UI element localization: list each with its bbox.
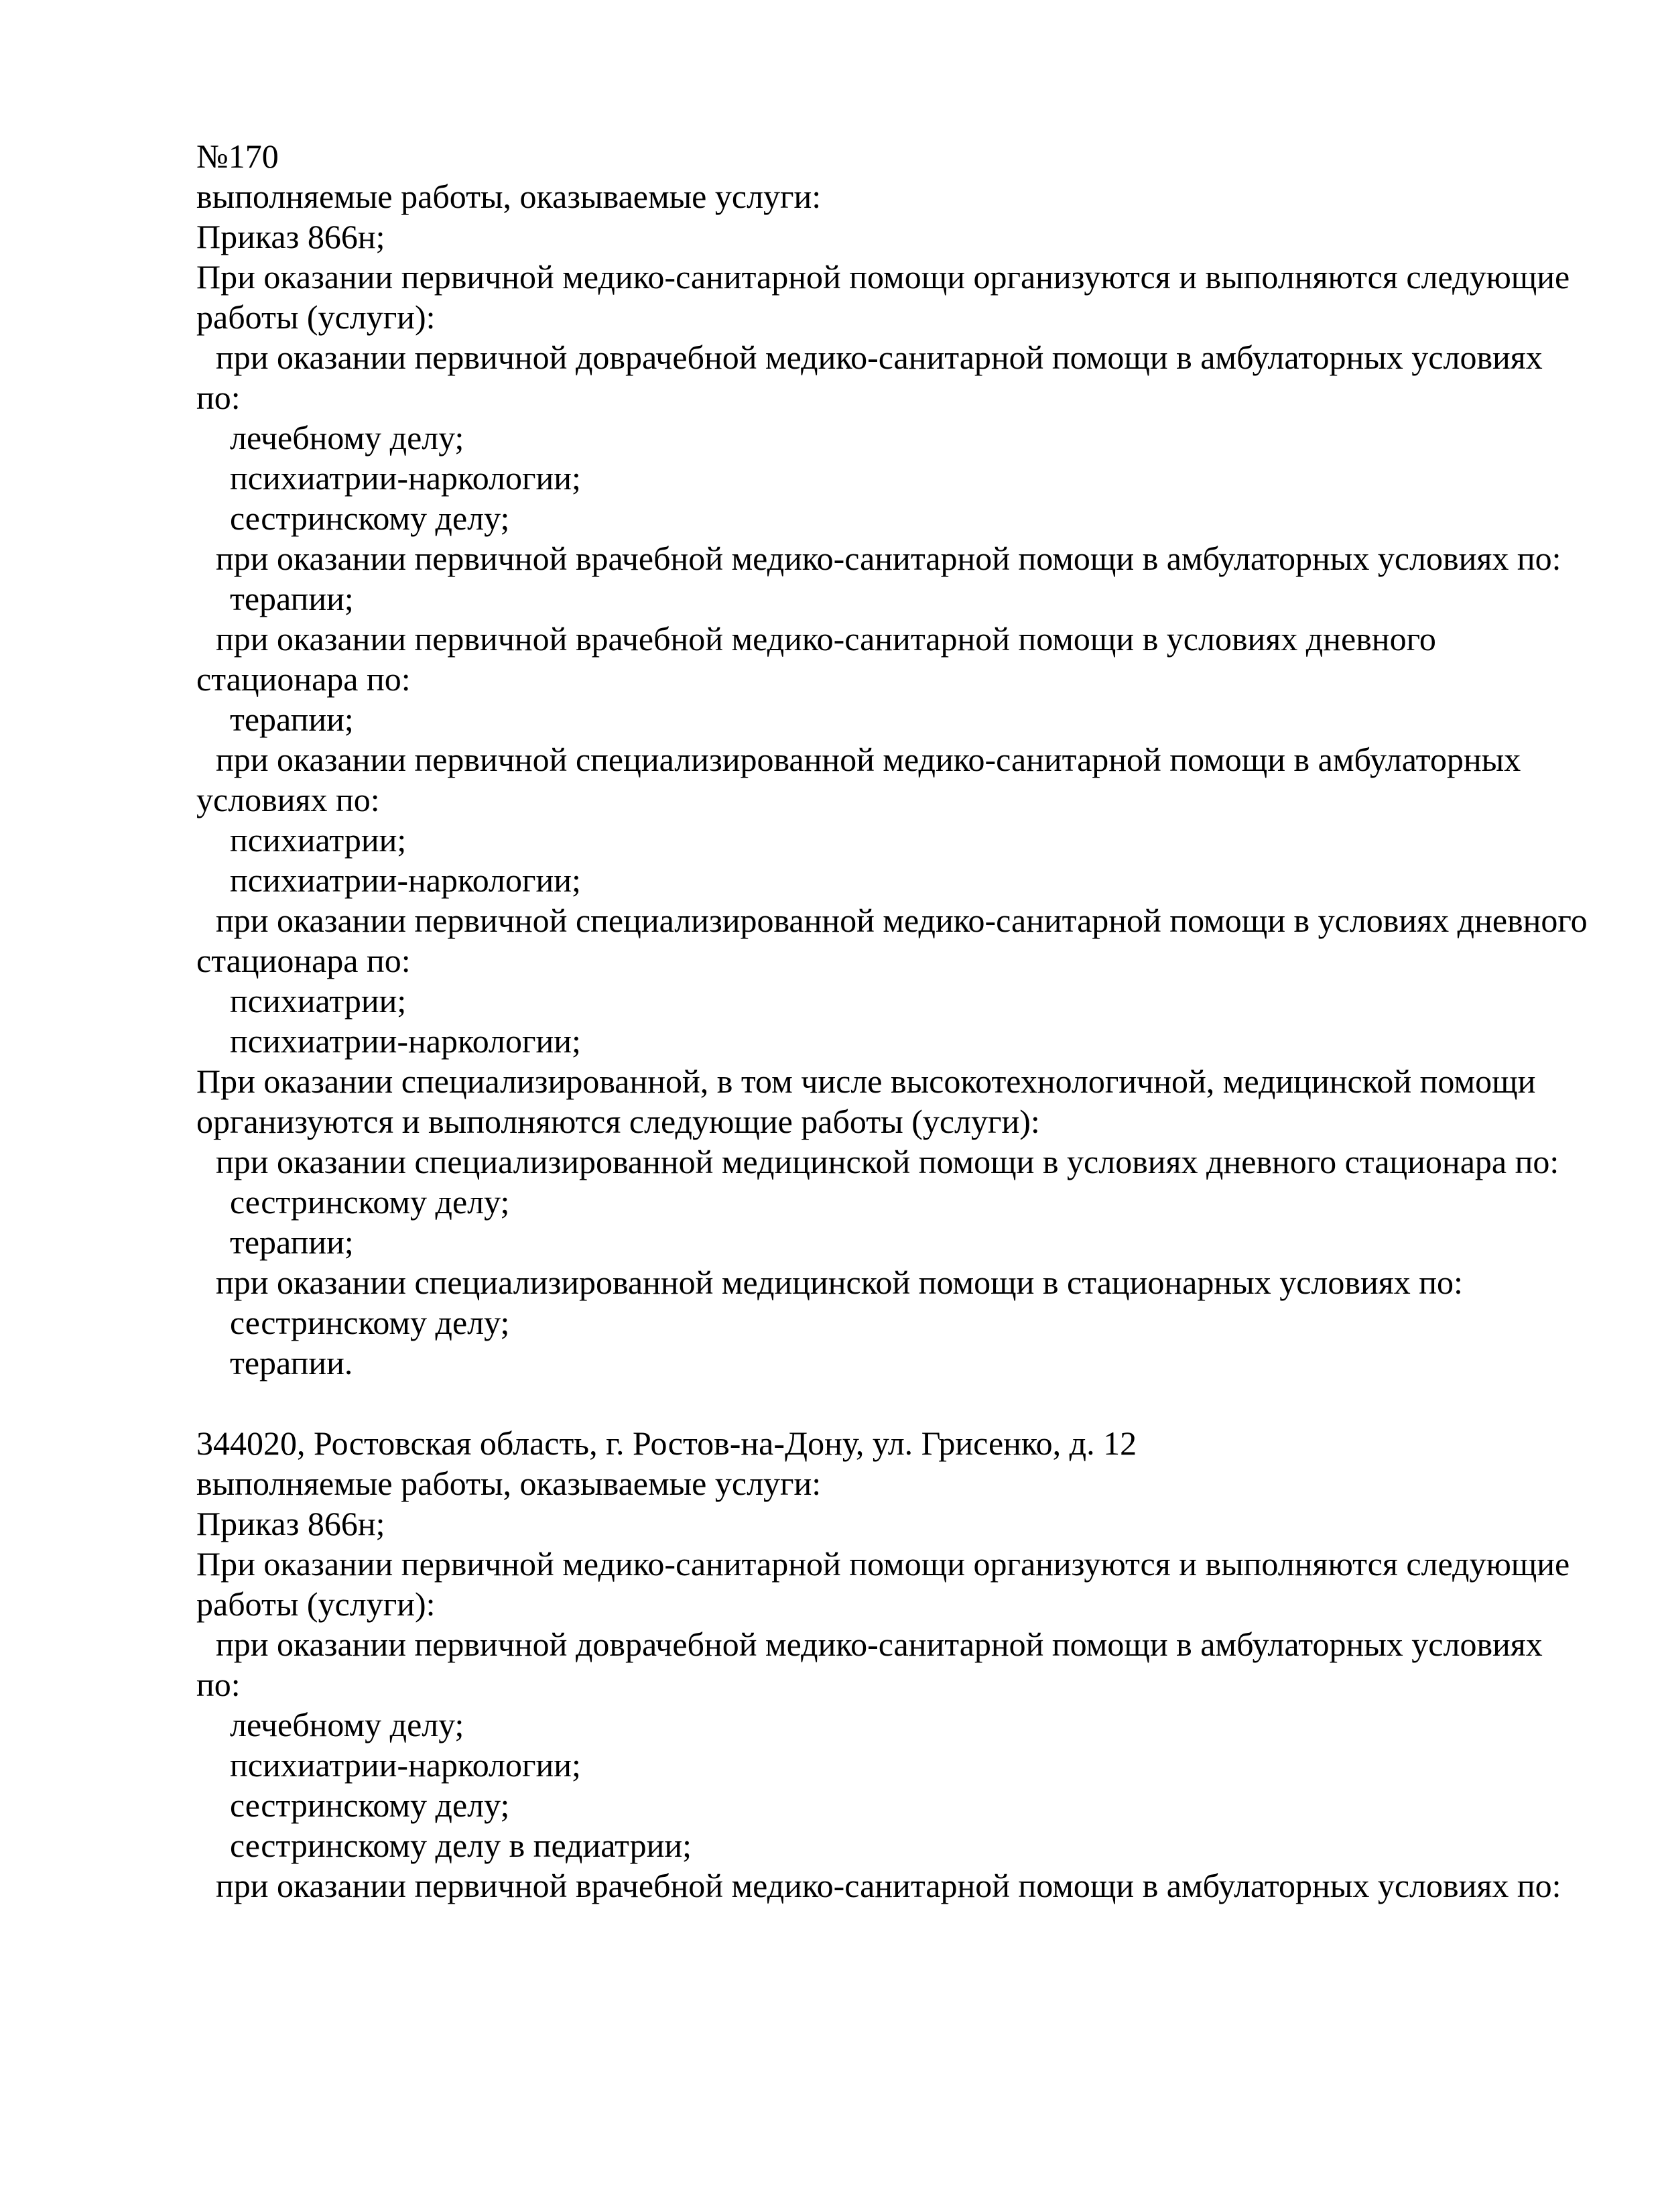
document-line: сестринскому делу; bbox=[230, 1304, 510, 1341]
document-line: Приказ 866н; bbox=[196, 1505, 385, 1542]
license-record-170 bbox=[196, 136, 1595, 1383]
document-line: при оказании первичной врачебной медико-санитарной помощи в амбулаторных условиях по: bbox=[216, 1867, 1561, 1904]
document-line: при оказании первичной доврачебной медико-санитарной помощи в амбулаторных условиях bbox=[216, 1625, 1543, 1663]
document-line: при оказании специализированной медицинской помощи в стационарных условиях по: bbox=[216, 1264, 1463, 1301]
document-line: сестринскому делу; bbox=[230, 1786, 510, 1824]
document-line: стационара по: bbox=[196, 660, 411, 698]
document-line: по: bbox=[196, 379, 241, 416]
document-line: по: bbox=[196, 1666, 241, 1703]
document-line: терапии; bbox=[230, 580, 354, 617]
document-line: выполняемые работы, оказываемые услуги: bbox=[196, 178, 822, 215]
document-line: психиатрии-наркологии; bbox=[230, 861, 581, 899]
document-line: сестринскому делу в педиатрии; bbox=[230, 1827, 692, 1864]
document-line: выполняемые работы, оказываемые услуги: bbox=[196, 1465, 822, 1502]
document-line: терапии. bbox=[230, 1344, 353, 1381]
document-line: работы (услуги): bbox=[196, 1585, 436, 1623]
license-record-address bbox=[196, 1423, 1595, 1906]
document-line: психиатрии-наркологии; bbox=[230, 1746, 581, 1784]
document-line: при оказании первичной специализированной медико-санитарной помощи в условиях дневного bbox=[216, 902, 1588, 939]
document-line: Приказ 866н; bbox=[196, 218, 385, 255]
document-line: При оказании первичной медико-санитарной помощи организуются и выполняются следующие bbox=[196, 1545, 1570, 1583]
document-line: сестринскому делу; bbox=[230, 1183, 510, 1221]
document-line: психиатрии; bbox=[230, 982, 407, 1020]
document-line: При оказании первичной медико-санитарной помощи организуются и выполняются следующие bbox=[196, 258, 1570, 296]
document-line: психиатрии-наркологии; bbox=[230, 1022, 581, 1060]
document-line: при оказании первичной доврачебной медико-санитарной помощи в амбулаторных условиях bbox=[216, 339, 1543, 376]
document-line: лечебному делу; bbox=[230, 419, 464, 456]
document-line: при оказании первичной врачебной медико-санитарной помощи в амбулаторных условиях по: bbox=[216, 540, 1561, 577]
document-line: психиатрии; bbox=[230, 821, 407, 859]
document-line: при оказании специализированной медицинской помощи в условиях дневного стационара по: bbox=[216, 1143, 1559, 1180]
document-line: терапии; bbox=[230, 700, 354, 738]
document-line: работы (услуги): bbox=[196, 298, 436, 336]
document-line: терапии; bbox=[230, 1223, 354, 1261]
document-line: при оказании первичной специализированной медико-санитарной помощи в амбулаторных bbox=[216, 741, 1521, 778]
document-line: стационара по: bbox=[196, 942, 411, 979]
document-line: лечебному делу; bbox=[230, 1706, 464, 1743]
document-line: психиатрии-наркологии; bbox=[230, 459, 581, 497]
document-line: При оказании специализированной, в том числе высокотехнологичной, медицинской помощи bbox=[196, 1062, 1536, 1100]
document-line: условиях по: bbox=[196, 781, 380, 818]
document-line: 344020, Ростовская область, г. Ростов-на-Дону, ул. Грисенко, д. 12 bbox=[196, 1424, 1137, 1462]
document-line: при оказании первичной врачебной медико-санитарной помощи в условиях дневного bbox=[216, 620, 1436, 658]
document-line: сестринскому делу; bbox=[230, 499, 510, 537]
document-line: организуются и выполняются следующие работы (услуги): bbox=[196, 1103, 1040, 1140]
document-line: №170 bbox=[196, 137, 279, 175]
